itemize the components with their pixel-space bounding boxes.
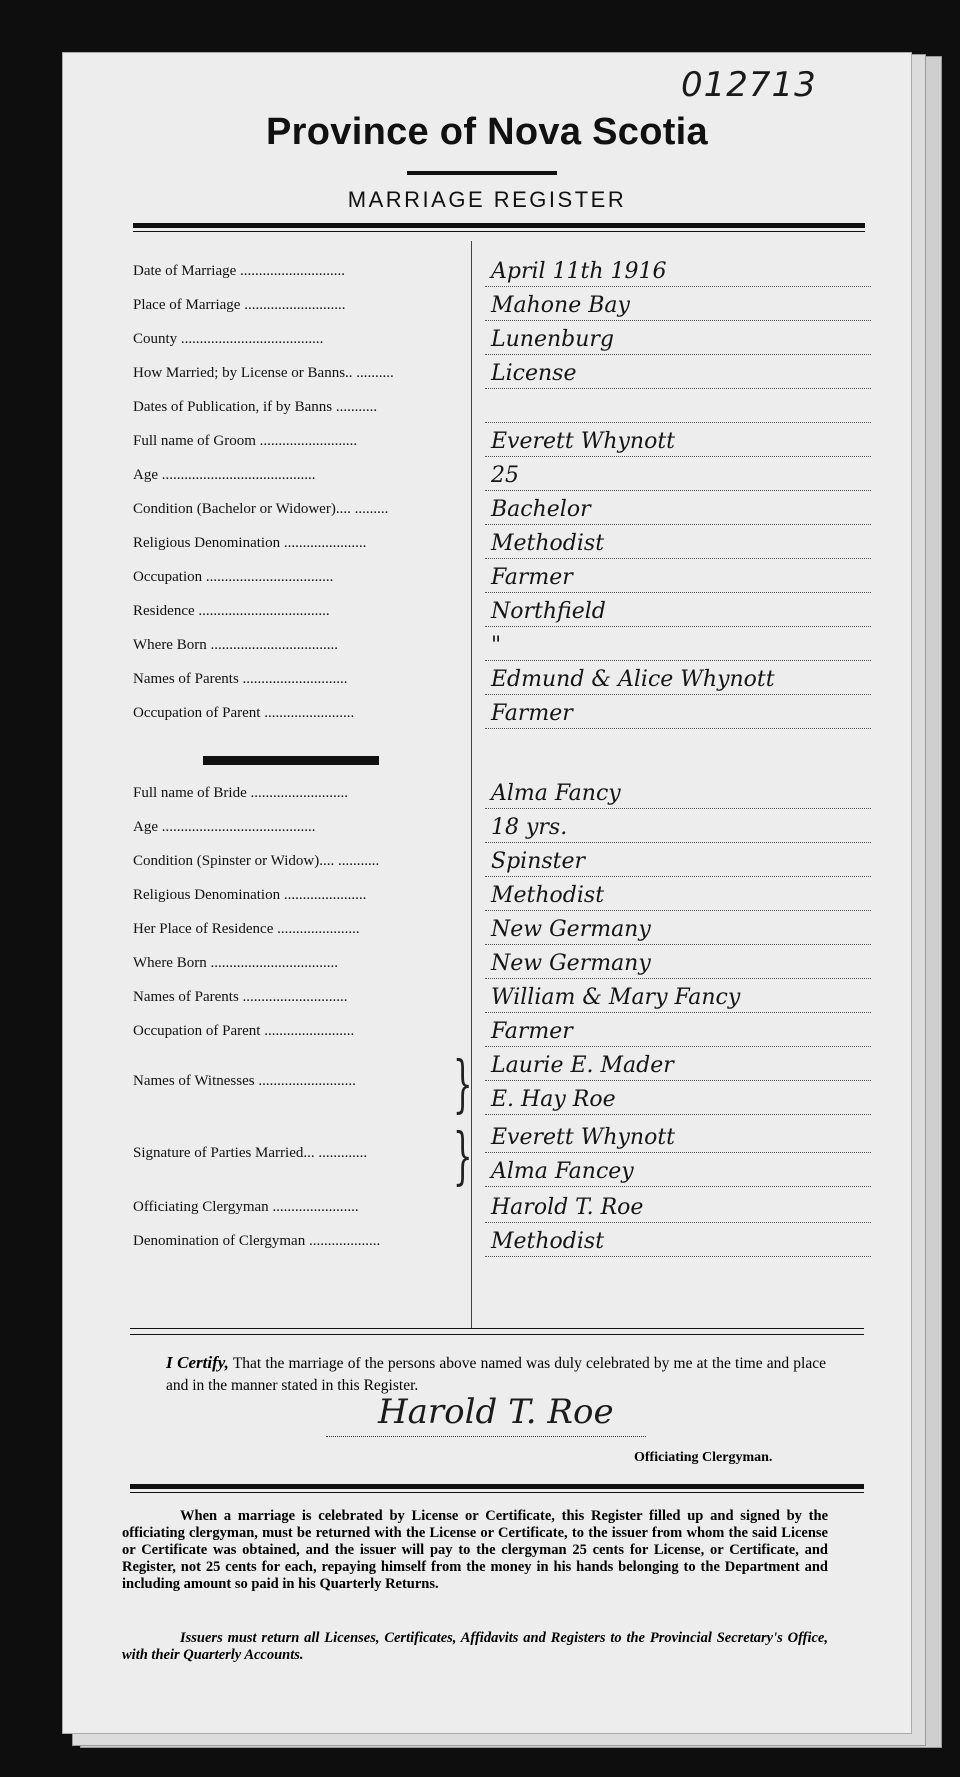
field-value: New Germany — [485, 916, 871, 945]
field-value: New Germany — [485, 950, 871, 979]
field-label: Dates of Publication, if by Banns ........... — [133, 399, 378, 415]
field-value: Northfield — [485, 598, 871, 627]
field-label: Condition (Bachelor or Widower).... ......... — [133, 501, 389, 517]
party-signature: Alma Fancey — [485, 1158, 871, 1187]
field-label: Occupation of Parent ........................ — [133, 1023, 355, 1039]
page-subtitle: MARRIAGE REGISTER — [347, 187, 627, 212]
field-label: How Married; by License or Banns.. .......... — [133, 365, 394, 381]
clergy-signature: Harold T. Roe — [378, 1392, 614, 1432]
field-value: Lunenburg — [485, 326, 871, 355]
field-label: Age ......................................... — [133, 467, 316, 483]
field-label: Names of Parents ............................ — [133, 671, 348, 687]
field-value: Spinster — [485, 848, 871, 877]
signature-caption: Officiating Clergyman. — [634, 1450, 773, 1465]
witness-brace: } — [452, 1047, 473, 1120]
field-value: Harold T. Roe — [485, 1194, 871, 1223]
field-value: License — [485, 360, 871, 389]
field-label: Place of Marriage ........................... — [133, 297, 346, 313]
field-label: Occupation of Parent ........................ — [133, 705, 355, 721]
field-label: Condition (Spinster or Widow).... ........... — [133, 853, 380, 869]
field-label: Officiating Clergyman ....................... — [133, 1199, 359, 1215]
footer-rule — [130, 1484, 864, 1489]
field-value: Farmer — [485, 1018, 871, 1047]
field-value: Farmer — [485, 564, 871, 593]
field-value: Alma Fancy — [485, 780, 871, 809]
register-number: 012713 — [681, 65, 817, 105]
field-value: Mahone Bay — [485, 292, 871, 321]
field-label: Full name of Bride .......................... — [133, 785, 348, 801]
field-label: Where Born .................................. — [133, 637, 338, 653]
field-value: William & Mary Fancy — [485, 984, 871, 1013]
page-title: Province of Nova Scotia — [266, 111, 708, 153]
certify-body: That the marriage of the persons above named was duly celebrated by me at the time and place and in the manner stated in this Register. — [166, 1355, 826, 1394]
field-value: " — [485, 632, 871, 661]
field-label: Date of Marriage ............................ — [133, 263, 346, 279]
field-value: April 11th 1916 — [485, 258, 871, 287]
witness-label: Names of Witnesses .......................... — [133, 1073, 356, 1089]
license-notice: When a marriage is celebrated by License or Certificate, this Register filled up and signed by the officiating clergyman, must be returned with the License or Certificate, to the issuer from whom the said License or Certificate was obtained, and the issuer will pay to the clergyman 25 cents for License, or Certificate, and Register, not 25 cents for each, repaying himself from the money in his hands belonging to the Department and including amount so paid in his Quarterly Returns. — [122, 1508, 828, 1592]
field-label: Religious Denomination ...................... — [133, 887, 367, 903]
field-label: Names of Parents ............................ — [133, 989, 348, 1005]
field-label: Residence ................................... — [133, 603, 330, 619]
field-label: Full name of Groom .......................... — [133, 433, 358, 449]
certification-section — [62, 52, 910, 1732]
footer-rule-thin — [130, 1492, 864, 1493]
field-value: 18 yrs. — [485, 814, 871, 843]
field-value: 25 — [485, 462, 871, 491]
party-signature: Everett Whynott — [485, 1124, 871, 1153]
field-label: Where Born .................................. — [133, 955, 338, 971]
field-value: Methodist — [485, 530, 871, 559]
field-label: Religious Denomination ...................... — [133, 535, 367, 551]
issuer-notice: Issuers must return all Licenses, Certificates, Affidavits and Registers to the Provincial Secretary's Office, with their Quarterly Accounts. — [122, 1630, 828, 1663]
field-label: Denomination of Clergyman ................... — [133, 1233, 381, 1249]
field-value: Everett Whynott — [485, 428, 871, 457]
field-label: Occupation .................................. — [133, 569, 334, 585]
field-value: Methodist — [485, 882, 871, 911]
field-value: Bachelor — [485, 496, 871, 525]
party-label: Signature of Parties Married... ............. — [133, 1145, 368, 1161]
field-label: Her Place of Residence ...................... — [133, 921, 360, 937]
field-value: Methodist — [485, 1228, 871, 1257]
field-label: County ...................................... — [133, 331, 324, 347]
certify-lead: I Certify, — [166, 1353, 229, 1372]
signature-line — [326, 1436, 646, 1437]
field-value: Farmer — [485, 700, 871, 729]
witness-name: E. Hay Roe — [485, 1086, 871, 1115]
field-value: Edmund & Alice Whynott — [485, 666, 871, 695]
witness-name: Laurie E. Mader — [485, 1052, 871, 1081]
certification-text — [166, 1352, 826, 1397]
party-brace: } — [452, 1119, 473, 1192]
field-label: Age ......................................... — [133, 819, 316, 835]
